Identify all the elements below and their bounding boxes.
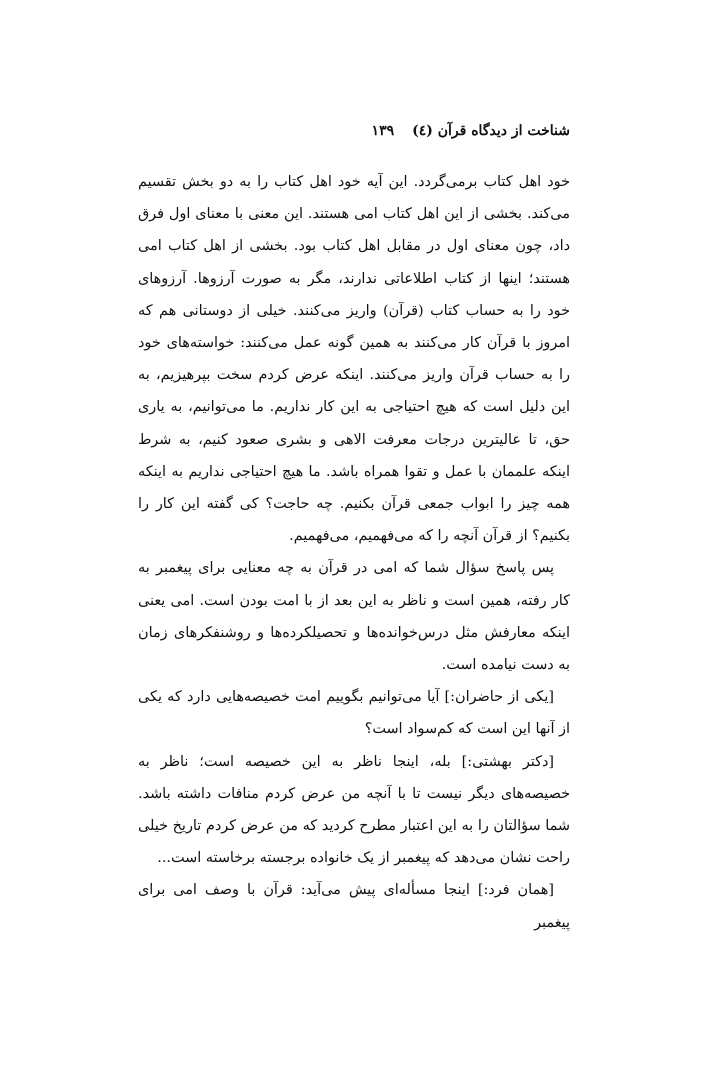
paragraph-4: [دکتر بهشتی:] بله، اینجا ناظر به این خصیصه است؛ ناظر به خصیصه‌های دیگر نیست تا با آنچه من عرض کردم منافات داشته باشد. شما سؤالتان را به این اعتبار مطرح کردید که من عرض کردم تاریخ خیلی راحت نشان می‌دهد که پیغمبر از یک خانواده برجسته برخاسته است... <box>138 753 570 867</box>
paragraph-5: [همان فرد:] اینجا مسأله‌ای پیش می‌آید: قرآن با وصف امی برای پیغمبر <box>138 882 570 931</box>
paragraph-2: پس پاسخ سؤال شما که امی در قرآن به چه معنایی برای پیغمبر به کار رفته، همین است و ناظر به این بعد از با امت بودن است. امی یعنی اینکه معارفش مثل درس‌خوانده‌ها و تحصیلکرده‌ها و روشنفکرهای زمان به دست نیامده است. <box>138 560 570 674</box>
body-text <box>138 166 570 939</box>
paragraph-3: [یکی از حاضران:] آیا می‌توانیم بگوییم امت خصیصه‌هایی دارد که یکی از آنها این است که کم‌سواد است؟ <box>138 689 570 738</box>
page-number: ١٣٩ <box>371 123 395 139</box>
header-title: شناخت از دیدگاه قرآن (٤) <box>412 123 570 139</box>
paragraph-1: خود اهل کتاب برمی‌گردد. این آیه خود اهل کتاب را به دو بخش تقسیم می‌کند. بخشی از این اهل کتاب امی هستند. این معنی با معنای اول فرق داد، چون معنای اول در مقابل اهل کتاب بود. بخشی از اهل کتاب امی هستند؛ اینها از کتاب اطلاعاتی ندارند، مگر به صورت آرزوها. آرزوهای خود را به حساب کتاب (قرآن) واریز می‌کنند. خیلی از دوستانی هم که امروز با قرآن کار می‌کنند به همین گونه عمل می‌کنند: خواسته‌های خود را به حساب قرآن واریز می‌کنند. اینکه عرض کردم سخت بپرهیزیم، به این دلیل است که هیچ احتیاجی به این کار نداریم. ما می‌توانیم، به یاری حق، تا عالیترین درجات معرفت الاهی و بشری صعود کنیم، به شرط اینکه علممان با عمل و تقوا همراه باشد. ما هیچ احتیاجی نداریم به اینکه همه چیز را ابواب جمعی قرآن بکنیم. چه حاجت؟ کی گفته این کار را بکنیم؟ از قرآن آنچه را که می‌فهمیم، می‌فهمیم. <box>138 174 570 545</box>
running-header <box>140 120 570 142</box>
